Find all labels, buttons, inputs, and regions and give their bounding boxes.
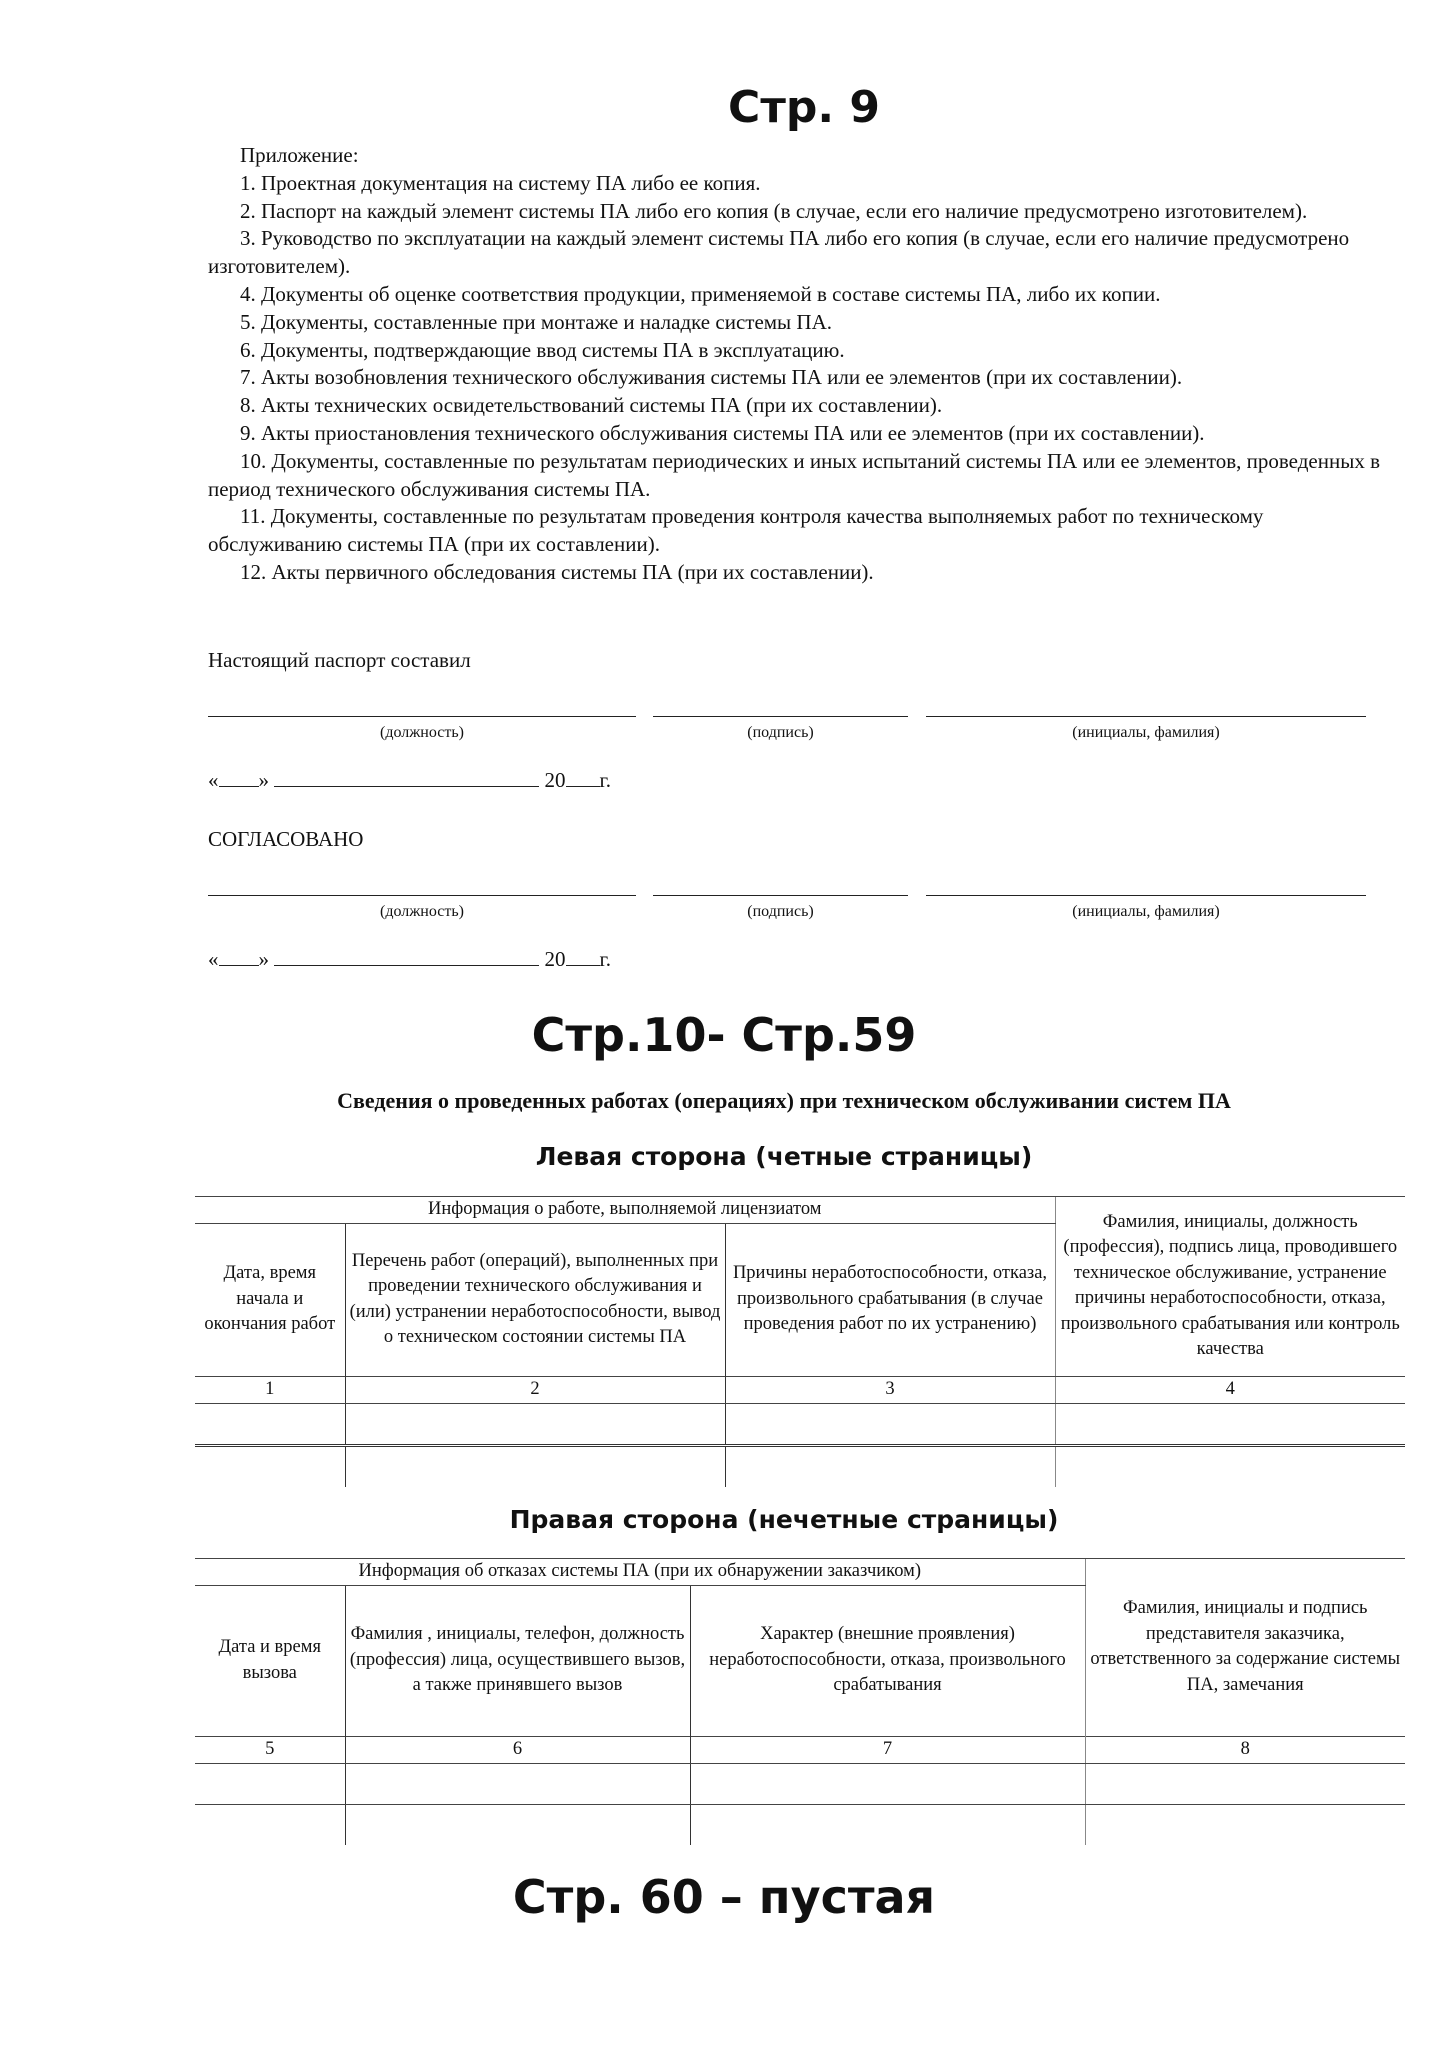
name-field[interactable]	[926, 716, 1366, 717]
signature-fields	[208, 895, 1388, 935]
signature-fields	[208, 716, 1388, 756]
table-cell[interactable]	[195, 1763, 345, 1804]
approved-caption: СОГЛАСОВАНО	[208, 827, 364, 851]
column-number: 8	[1085, 1736, 1405, 1763]
approved-block	[208, 827, 1388, 971]
left-side-table	[195, 1196, 1405, 1487]
appendix-item: 4. Документы об оценке соответствия продукции, применяемой в составе системы ПА, либо их копии.	[240, 281, 1161, 306]
table-cell[interactable]	[345, 1445, 725, 1487]
table-cell[interactable]	[1085, 1763, 1405, 1804]
table-row	[195, 1763, 1405, 1804]
month-field[interactable]	[274, 768, 539, 787]
table-cell[interactable]	[345, 1403, 725, 1445]
table-cell[interactable]	[195, 1445, 345, 1487]
appendix-item: 6. Документы, подтверждающие ввод системы ПА в эксплуатацию.	[240, 337, 845, 362]
signature-field[interactable]	[653, 895, 908, 896]
left-side-title: Левая сторона (четные страницы)	[535, 1142, 1033, 1171]
appendix-item: 1. Проектная документация на систему ПА либо ее копия.	[240, 170, 761, 195]
date-line	[208, 768, 611, 793]
quote-open: «	[208, 947, 219, 971]
table-row	[195, 1403, 1405, 1445]
name-label: (инициалы, фамилия)	[1072, 724, 1220, 741]
column-header: Перечень работ (операций), выполненных при проведении технического обслуживания и (или) устранении неработоспособности, вывод о техническом состоянии системы ПА	[345, 1223, 725, 1376]
year-suffix: г.	[599, 768, 611, 792]
column-number: 7	[690, 1736, 1085, 1763]
appendix-item: 12. Акты первичного обследования системы ПА (при их составлении).	[240, 559, 874, 584]
day-field[interactable]	[219, 768, 259, 787]
appendix-item: 7. Акты возобновления технического обслуживания системы ПА или ее элементов (при их составлении).	[240, 365, 1183, 390]
column-number: 6	[345, 1736, 690, 1763]
column-number: 2	[345, 1376, 725, 1403]
year-field[interactable]	[566, 768, 600, 787]
date-line	[208, 947, 611, 972]
position-field[interactable]	[208, 895, 636, 896]
table-cell[interactable]	[195, 1403, 345, 1445]
column-header: Причины неработоспособности, отказа, произвольного срабатывания (в случае проведения работ по их устранению)	[725, 1223, 1055, 1376]
column-number: 4	[1055, 1376, 1405, 1403]
table-cell[interactable]	[725, 1445, 1055, 1487]
name-field[interactable]	[926, 895, 1366, 896]
table-cell[interactable]	[195, 1804, 345, 1845]
group-header: Информация об отказах системы ПА (при их обнаружении заказчиком)	[195, 1559, 1085, 1586]
year-field[interactable]	[566, 947, 600, 966]
appendix-item: 2. Паспорт на каждый элемент системы ПА либо его копия (в случае, если его наличие предусмотрено изготовителем).	[240, 198, 1308, 223]
year-prefix: 20	[544, 947, 566, 971]
table-cell[interactable]	[345, 1763, 690, 1804]
appendix-item: 8. Акты технических освидетельствований системы ПА (при их составлении).	[240, 393, 943, 418]
name-label: (инициалы, фамилия)	[1072, 903, 1220, 920]
column-header: Фамилия, инициалы, должность (профессия), подпись лица, проводившего техническое обслуживание, устранение причины неработоспособности, отказа, произвольного срабатывания или контроль качества	[1055, 1197, 1405, 1377]
column-header: Фамилия , инициалы, телефон, должность (профессия) лица, осуществившего вызов, а также принявшего вызов	[345, 1585, 690, 1736]
year-prefix: 20	[544, 768, 566, 792]
page-9-heading: Стр. 9	[728, 82, 880, 133]
maintenance-log-subtitle: Сведения о проведенных работах (операциях) при техническом обслуживании систем ПА	[337, 1088, 1231, 1113]
table-row	[195, 1804, 1405, 1845]
position-label: (должность)	[380, 903, 464, 920]
group-header: Информация о работе, выполняемой лицензиатом	[195, 1197, 1055, 1224]
column-header: Фамилия, инициалы и подпись представителя заказчика, ответственного за содержание системы ПА, замечания	[1085, 1559, 1405, 1737]
table-cell[interactable]	[725, 1403, 1055, 1445]
column-number: 5	[195, 1736, 345, 1763]
column-header: Дата и время вызова	[218, 1637, 321, 1683]
appendix-item: 5. Документы, составленные при монтаже и наладке системы ПА.	[240, 309, 832, 334]
column-header: Дата, время начала и окончания работ	[204, 1263, 336, 1335]
position-label: (должность)	[380, 724, 464, 741]
table-cell[interactable]	[345, 1804, 690, 1845]
appendix-list	[208, 142, 1388, 587]
month-field[interactable]	[274, 947, 539, 966]
table-cell[interactable]	[690, 1763, 1085, 1804]
column-number: 1	[195, 1376, 345, 1403]
year-suffix: г.	[599, 947, 611, 971]
right-side-title: Правая сторона (нечетные страницы)	[509, 1505, 1059, 1534]
appendix-title: Приложение:	[240, 143, 359, 167]
column-header: Характер (внешние проявления) неработоспособности, отказа, произвольного срабатывания	[690, 1585, 1085, 1736]
compiled-by-caption: Настоящий паспорт составил	[208, 648, 471, 672]
page-60-heading: Стр. 60 – пустая	[512, 1870, 936, 1924]
compiled-by-block	[208, 648, 1388, 792]
table-row	[195, 1445, 1405, 1487]
appendix-item: 11. Документы, составленные по результатам проведения контроля качества выполняемых работ по техническому обслуживанию системы ПА (при их составлении).	[208, 504, 1264, 557]
quote-close: »	[258, 947, 269, 971]
appendix-item: 10. Документы, составленные по результатам периодических и иных испытаний системы ПА или ее элементов, проведенных в период технического обслуживания системы ПА.	[208, 448, 1380, 501]
table-cell[interactable]	[1085, 1804, 1405, 1845]
quote-open: «	[208, 768, 219, 792]
signature-label: (подпись)	[747, 724, 814, 741]
appendix-item: 9. Акты приостановления технического обслуживания системы ПА или ее элементов (при их составлении).	[240, 420, 1205, 445]
pages-10-59-heading: Стр.10- Стр.59	[531, 1008, 917, 1062]
day-field[interactable]	[219, 947, 259, 966]
column-number: 3	[725, 1376, 1055, 1403]
table-cell[interactable]	[690, 1804, 1085, 1845]
right-side-table	[195, 1558, 1405, 1845]
position-field[interactable]	[208, 716, 636, 717]
signature-field[interactable]	[653, 716, 908, 717]
signature-label: (подпись)	[747, 903, 814, 920]
table-cell[interactable]	[1055, 1403, 1405, 1445]
appendix-item: 3. Руководство по эксплуатации на каждый элемент системы ПА либо его копия (в случае, если его наличие предусмотрено изготовителем).	[208, 226, 1350, 279]
quote-close: »	[258, 768, 269, 792]
table-cell[interactable]	[1055, 1445, 1405, 1487]
